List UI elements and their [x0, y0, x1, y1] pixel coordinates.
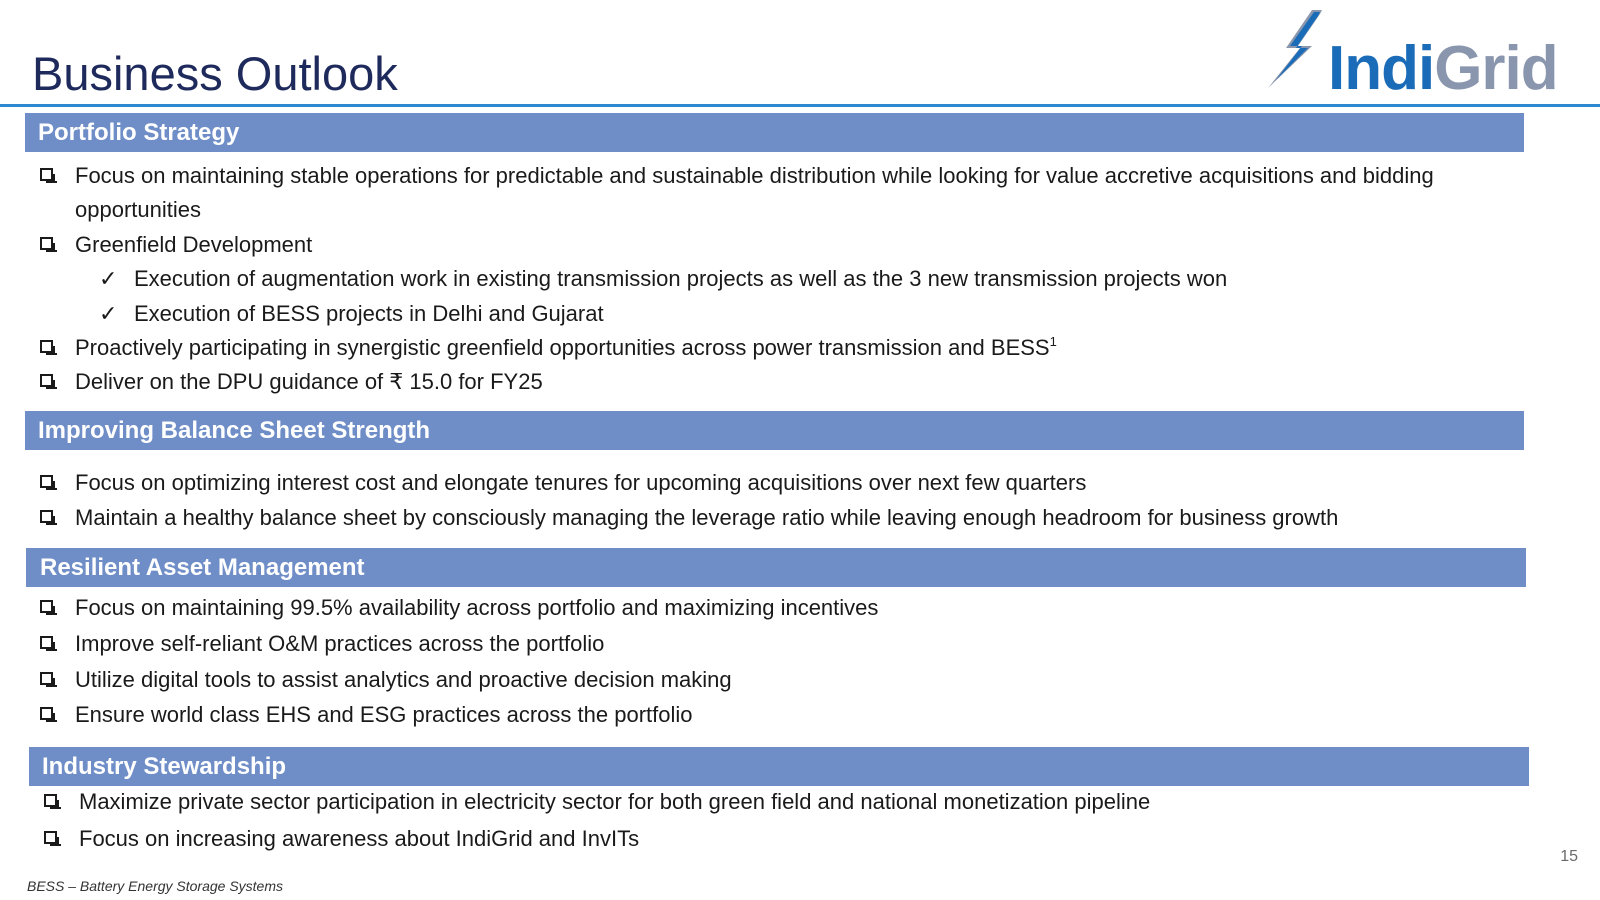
footnote: BESS – Battery Energy Storage Systems	[27, 878, 284, 894]
list-item-text: Focus on maintaining stable operations for predictable and sustainable distribution while looking for value accretive acquisitions and bidding	[75, 163, 1434, 188]
section-heading-industry-stewardship: Industry Stewardship	[29, 747, 1529, 786]
checkbox-bullet-icon	[44, 794, 57, 807]
sub-list-item-text: Execution of augmentation work in existing transmission projects as well as the 3 new transmission projects won	[134, 266, 1228, 291]
list-item-text: Improve self-reliant O&M practices across the portfolio	[75, 631, 605, 656]
logo-wordmark	[1328, 34, 1558, 104]
section-heading-asset-management: Resilient Asset Management	[26, 548, 1526, 587]
page-number: 15	[1560, 848, 1578, 865]
checkbox-bullet-icon	[40, 636, 53, 649]
checkbox-bullet-icon	[40, 672, 53, 685]
list-item-text: Focus on optimizing interest cost and elongate tenures for upcoming acquisitions over next few quarters	[75, 470, 1087, 495]
logo-indi: Indi	[1328, 34, 1435, 103]
checkbox-bullet-icon	[40, 510, 53, 523]
header-divider	[0, 104, 1600, 107]
list-item-text: Ensure world class EHS and ESG practices across the portfolio	[75, 702, 693, 727]
list-item-text: Focus on increasing awareness about IndiGrid and InvITs	[79, 826, 640, 851]
list-item-text: Proactively participating in synergistic greenfield opportunities across power transmission and BESS$^1$	[75, 334, 1057, 360]
checkbox-bullet-icon	[40, 340, 53, 353]
list-item-text: Greenfield Development	[75, 232, 313, 257]
check-icon: ✓	[99, 301, 118, 326]
checkbox-bullet-icon	[40, 707, 53, 720]
checkbox-bullet-icon	[40, 475, 53, 488]
checkbox-bullet-icon	[40, 600, 53, 613]
list-item-text: Utilize digital tools to assist analytics and proactive decision making	[75, 667, 732, 692]
checkbox-bullet-icon	[44, 831, 57, 844]
footnote-marker: 1	[1049, 334, 1057, 349]
list-item-text: opportunities	[75, 197, 201, 222]
indigrid-logo	[1268, 6, 1594, 102]
checkbox-bullet-icon	[40, 237, 53, 250]
section-heading-balance-sheet: Improving Balance Sheet Strength	[25, 411, 1524, 450]
logo-grid: Grid	[1434, 34, 1558, 103]
page-title: Business Outlook	[32, 47, 398, 100]
checkbox-bullet-icon	[40, 374, 53, 387]
sub-list-item-text: Execution of BESS projects in Delhi and Gujarat	[134, 301, 604, 326]
check-icon: ✓	[99, 266, 118, 291]
section-heading-portfolio-strategy: Portfolio Strategy	[25, 113, 1524, 152]
list-item-text: Maintain a healthy balance sheet by consciously managing the leverage ratio while leaving enough headroom for business growth	[75, 505, 1339, 530]
list-item-text: Focus on maintaining 99.5% availability across portfolio and maximizing incentives	[75, 595, 879, 620]
list-item-text: Deliver on the DPU guidance of ₹ 15.0 for FY25	[75, 369, 543, 394]
checkbox-bullet-icon	[40, 168, 53, 181]
list-item-text: Maximize private sector participation in electricity sector for both green field and national monetization pipeline	[79, 789, 1151, 814]
